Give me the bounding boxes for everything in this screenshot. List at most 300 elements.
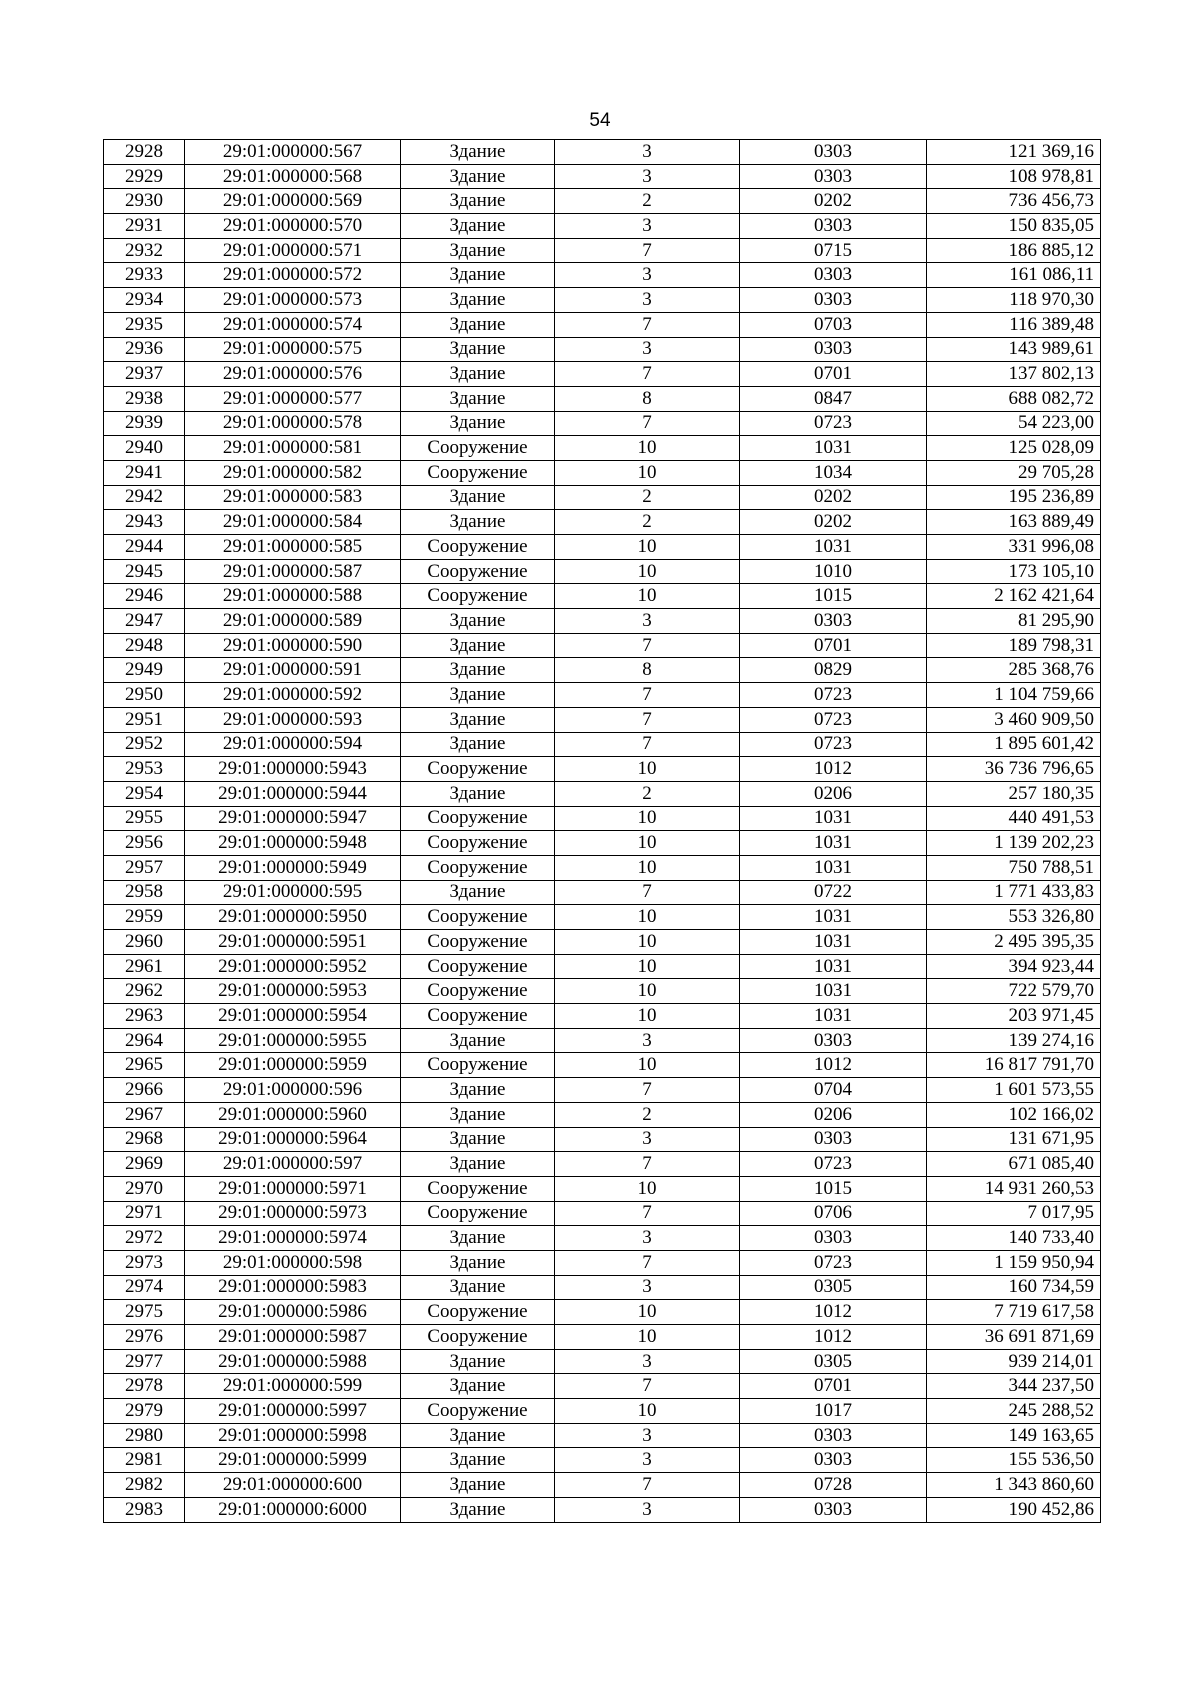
cadastral-number-cell: 29:01:000000:595 [185, 880, 401, 905]
table-row [104, 1399, 1101, 1424]
row-number-cell: 2968 [104, 1127, 185, 1152]
cadastral-number-cell: 29:01:000000:5954 [185, 1004, 401, 1029]
object-type-cell: Здание [401, 386, 555, 411]
table-row [104, 312, 1101, 337]
cadastral-value-cell: 186 885,12 [927, 238, 1101, 263]
group-cell: 10 [555, 436, 740, 461]
subgroup-code-cell: 0303 [740, 1226, 927, 1251]
object-type-cell: Здание [401, 658, 555, 683]
object-type-cell: Здание [401, 189, 555, 214]
subgroup-code-cell: 0704 [740, 1078, 927, 1103]
object-type-cell: Здание [401, 1374, 555, 1399]
subgroup-code-cell: 0202 [740, 189, 927, 214]
table-row [104, 1004, 1101, 1029]
object-type-cell: Сооружение [401, 1399, 555, 1424]
subgroup-code-cell: 1031 [740, 954, 927, 979]
subgroup-code-cell: 0303 [740, 1028, 927, 1053]
row-number-cell: 2963 [104, 1004, 185, 1029]
cadastral-value-cell: 108 978,81 [927, 164, 1101, 189]
table-row [104, 930, 1101, 955]
cadastral-number-cell: 29:01:000000:577 [185, 386, 401, 411]
object-type-cell: Сооружение [401, 757, 555, 782]
cadastral-number-cell: 29:01:000000:5949 [185, 855, 401, 880]
table-row [104, 362, 1101, 387]
group-cell: 10 [555, 954, 740, 979]
table-row [104, 460, 1101, 485]
object-type-cell: Сооружение [401, 1176, 555, 1201]
object-type-cell: Сооружение [401, 535, 555, 560]
subgroup-code-cell: 0701 [740, 633, 927, 658]
row-number-cell: 2945 [104, 559, 185, 584]
group-cell: 7 [555, 1078, 740, 1103]
object-type-cell: Здание [401, 633, 555, 658]
group-cell: 7 [555, 732, 740, 757]
subgroup-code-cell: 0303 [740, 1127, 927, 1152]
cadastral-value-cell: 1 159 950,94 [927, 1250, 1101, 1275]
cadastral-value-cell: 155 536,50 [927, 1448, 1101, 1473]
subgroup-code-cell: 0723 [740, 732, 927, 757]
cadastral-number-cell: 29:01:000000:5998 [185, 1423, 401, 1448]
object-type-cell: Здание [401, 732, 555, 757]
cadastral-value-cell: 125 028,09 [927, 436, 1101, 461]
object-type-cell: Здание [401, 1448, 555, 1473]
cadastral-value-cell: 160 734,59 [927, 1275, 1101, 1300]
cadastral-value-cell: 394 923,44 [927, 954, 1101, 979]
cadastral-number-cell: 29:01:000000:5983 [185, 1275, 401, 1300]
table-row [104, 781, 1101, 806]
row-number-cell: 2949 [104, 658, 185, 683]
group-cell: 3 [555, 263, 740, 288]
cadastral-number-cell: 29:01:000000:589 [185, 609, 401, 634]
table-row [104, 1176, 1101, 1201]
table-row [104, 214, 1101, 239]
cadastral-number-cell: 29:01:000000:5986 [185, 1300, 401, 1325]
table-row [104, 535, 1101, 560]
cadastral-value-cell: 195 236,89 [927, 485, 1101, 510]
cadastral-value-cell: 1 343 860,60 [927, 1473, 1101, 1498]
cadastral-number-cell: 29:01:000000:5951 [185, 930, 401, 955]
cadastral-value-cell: 245 288,52 [927, 1399, 1101, 1424]
row-number-cell: 2972 [104, 1226, 185, 1251]
group-cell: 3 [555, 1349, 740, 1374]
group-cell: 3 [555, 609, 740, 634]
table-row [104, 1374, 1101, 1399]
subgroup-code-cell: 1012 [740, 757, 927, 782]
row-number-cell: 2982 [104, 1473, 185, 1498]
group-cell: 10 [555, 1399, 740, 1424]
group-cell: 7 [555, 1374, 740, 1399]
cadastral-value-cell: 29 705,28 [927, 460, 1101, 485]
cadastral-number-cell: 29:01:000000:585 [185, 535, 401, 560]
subgroup-code-cell: 0303 [740, 164, 927, 189]
subgroup-code-cell: 1031 [740, 905, 927, 930]
object-type-cell: Здание [401, 337, 555, 362]
subgroup-code-cell: 0715 [740, 238, 927, 263]
object-type-cell: Сооружение [401, 855, 555, 880]
subgroup-code-cell: 0303 [740, 288, 927, 313]
cadastral-value-cell: 939 214,01 [927, 1349, 1101, 1374]
table-row [104, 485, 1101, 510]
row-number-cell: 2969 [104, 1152, 185, 1177]
table-row [104, 1127, 1101, 1152]
group-cell: 10 [555, 757, 740, 782]
table-row [104, 189, 1101, 214]
cadastral-value-cell: 143 989,61 [927, 337, 1101, 362]
group-cell: 7 [555, 362, 740, 387]
table-row [104, 1250, 1101, 1275]
group-cell: 10 [555, 559, 740, 584]
cadastral-value-cell: 139 274,16 [927, 1028, 1101, 1053]
table-row [104, 609, 1101, 634]
group-cell: 3 [555, 337, 740, 362]
group-cell: 7 [555, 411, 740, 436]
table-row [104, 1275, 1101, 1300]
cadastral-number-cell: 29:01:000000:5955 [185, 1028, 401, 1053]
subgroup-code-cell: 0722 [740, 880, 927, 905]
subgroup-code-cell: 1031 [740, 535, 927, 560]
subgroup-code-cell: 1010 [740, 559, 927, 584]
group-cell: 10 [555, 584, 740, 609]
group-cell: 3 [555, 1497, 740, 1522]
table-row [104, 1078, 1101, 1103]
group-cell: 8 [555, 386, 740, 411]
group-cell: 7 [555, 633, 740, 658]
group-cell: 10 [555, 831, 740, 856]
row-number-cell: 2939 [104, 411, 185, 436]
table-body [104, 140, 1101, 1523]
cadastral-number-cell: 29:01:000000:590 [185, 633, 401, 658]
row-number-cell: 2946 [104, 584, 185, 609]
object-type-cell: Здание [401, 312, 555, 337]
cadastral-value-cell: 81 295,90 [927, 609, 1101, 634]
row-number-cell: 2960 [104, 930, 185, 955]
table-row [104, 411, 1101, 436]
table-row [104, 1448, 1101, 1473]
cadastral-number-cell: 29:01:000000:5988 [185, 1349, 401, 1374]
object-type-cell: Здание [401, 238, 555, 263]
cadastral-value-cell: 344 237,50 [927, 1374, 1101, 1399]
group-cell: 7 [555, 1201, 740, 1226]
row-number-cell: 2974 [104, 1275, 185, 1300]
cadastral-value-cell: 3 460 909,50 [927, 707, 1101, 732]
subgroup-code-cell: 0723 [740, 683, 927, 708]
cadastral-number-cell: 29:01:000000:593 [185, 707, 401, 732]
object-type-cell: Здание [401, 1028, 555, 1053]
row-number-cell: 2962 [104, 979, 185, 1004]
cadastral-value-cell: 14 931 260,53 [927, 1176, 1101, 1201]
row-number-cell: 2970 [104, 1176, 185, 1201]
group-cell: 3 [555, 1226, 740, 1251]
group-cell: 10 [555, 460, 740, 485]
group-cell: 2 [555, 189, 740, 214]
cadastral-value-cell: 36 691 871,69 [927, 1325, 1101, 1350]
cadastral-value-cell: 2 162 421,64 [927, 584, 1101, 609]
object-type-cell: Здание [401, 1423, 555, 1448]
cadastral-number-cell: 29:01:000000:598 [185, 1250, 401, 1275]
table-row [104, 732, 1101, 757]
object-type-cell: Здание [401, 1078, 555, 1103]
table-row [104, 880, 1101, 905]
group-cell: 3 [555, 164, 740, 189]
subgroup-code-cell: 1015 [740, 1176, 927, 1201]
object-type-cell: Здание [401, 140, 555, 165]
cadastral-value-cell: 2 495 395,35 [927, 930, 1101, 955]
cadastral-value-cell: 750 788,51 [927, 855, 1101, 880]
cadastral-value-cell: 150 835,05 [927, 214, 1101, 239]
row-number-cell: 2980 [104, 1423, 185, 1448]
cadastral-number-cell: 29:01:000000:597 [185, 1152, 401, 1177]
subgroup-code-cell: 1031 [740, 1004, 927, 1029]
row-number-cell: 2950 [104, 683, 185, 708]
row-number-cell: 2928 [104, 140, 185, 165]
cadastral-number-cell: 29:01:000000:576 [185, 362, 401, 387]
table-row [104, 584, 1101, 609]
group-cell: 7 [555, 312, 740, 337]
subgroup-code-cell: 1031 [740, 930, 927, 955]
row-number-cell: 2961 [104, 954, 185, 979]
group-cell: 2 [555, 781, 740, 806]
cadastral-number-cell: 29:01:000000:572 [185, 263, 401, 288]
object-type-cell: Здание [401, 263, 555, 288]
subgroup-code-cell: 0723 [740, 707, 927, 732]
table-row [104, 436, 1101, 461]
table-row [104, 1473, 1101, 1498]
row-number-cell: 2933 [104, 263, 185, 288]
subgroup-code-cell: 0303 [740, 1423, 927, 1448]
cadastral-number-cell: 29:01:000000:570 [185, 214, 401, 239]
cadastral-value-cell: 203 971,45 [927, 1004, 1101, 1029]
row-number-cell: 2954 [104, 781, 185, 806]
table-row [104, 288, 1101, 313]
cadastral-value-cell: 440 491,53 [927, 806, 1101, 831]
row-number-cell: 2951 [104, 707, 185, 732]
row-number-cell: 2952 [104, 732, 185, 757]
group-cell: 3 [555, 1423, 740, 1448]
row-number-cell: 2938 [104, 386, 185, 411]
row-number-cell: 2955 [104, 806, 185, 831]
object-type-cell: Сооружение [401, 1004, 555, 1029]
cadastral-value-cell: 1 139 202,23 [927, 831, 1101, 856]
object-type-cell: Сооружение [401, 979, 555, 1004]
table-row [104, 1201, 1101, 1226]
cadastral-value-cell: 1 601 573,55 [927, 1078, 1101, 1103]
cadastral-number-cell: 29:01:000000:583 [185, 485, 401, 510]
cadastral-value-table [103, 139, 1101, 1523]
object-type-cell: Сооружение [401, 559, 555, 584]
row-number-cell: 2957 [104, 855, 185, 880]
object-type-cell: Здание [401, 1102, 555, 1127]
subgroup-code-cell: 0206 [740, 781, 927, 806]
cadastral-number-cell: 29:01:000000:5943 [185, 757, 401, 782]
table-row [104, 263, 1101, 288]
cadastral-value-cell: 7 017,95 [927, 1201, 1101, 1226]
row-number-cell: 2959 [104, 905, 185, 930]
group-cell: 3 [555, 140, 740, 165]
group-cell: 10 [555, 855, 740, 880]
table-row [104, 954, 1101, 979]
cadastral-number-cell: 29:01:000000:571 [185, 238, 401, 263]
cadastral-value-cell: 7 719 617,58 [927, 1300, 1101, 1325]
row-number-cell: 2964 [104, 1028, 185, 1053]
object-type-cell: Здание [401, 1497, 555, 1522]
group-cell: 3 [555, 1028, 740, 1053]
object-type-cell: Здание [401, 164, 555, 189]
group-cell: 3 [555, 288, 740, 313]
table-row [104, 757, 1101, 782]
cadastral-value-cell: 173 105,10 [927, 559, 1101, 584]
cadastral-value-cell: 140 733,40 [927, 1226, 1101, 1251]
object-type-cell: Сооружение [401, 1053, 555, 1078]
subgroup-code-cell: 1031 [740, 831, 927, 856]
object-type-cell: Здание [401, 1152, 555, 1177]
subgroup-code-cell: 1012 [740, 1325, 927, 1350]
subgroup-code-cell: 1017 [740, 1399, 927, 1424]
group-cell: 10 [555, 1176, 740, 1201]
cadastral-number-cell: 29:01:000000:600 [185, 1473, 401, 1498]
subgroup-code-cell: 0303 [740, 609, 927, 634]
row-number-cell: 2930 [104, 189, 185, 214]
subgroup-code-cell: 1031 [740, 979, 927, 1004]
cadastral-value-cell: 116 389,48 [927, 312, 1101, 337]
object-type-cell: Здание [401, 1275, 555, 1300]
table-row [104, 806, 1101, 831]
cadastral-value-cell: 257 180,35 [927, 781, 1101, 806]
group-cell: 7 [555, 1473, 740, 1498]
table-row [104, 1028, 1101, 1053]
subgroup-code-cell: 1031 [740, 806, 927, 831]
subgroup-code-cell: 0703 [740, 312, 927, 337]
subgroup-code-cell: 1031 [740, 436, 927, 461]
cadastral-value-cell: 671 085,40 [927, 1152, 1101, 1177]
cadastral-number-cell: 29:01:000000:587 [185, 559, 401, 584]
group-cell: 3 [555, 1275, 740, 1300]
row-number-cell: 2976 [104, 1325, 185, 1350]
subgroup-code-cell: 1031 [740, 855, 927, 880]
object-type-cell: Здание [401, 1127, 555, 1152]
object-type-cell: Здание [401, 880, 555, 905]
cadastral-number-cell: 29:01:000000:582 [185, 460, 401, 485]
table-row [104, 1423, 1101, 1448]
subgroup-code-cell: 0202 [740, 485, 927, 510]
row-number-cell: 2983 [104, 1497, 185, 1522]
group-cell: 2 [555, 1102, 740, 1127]
cadastral-number-cell: 29:01:000000:6000 [185, 1497, 401, 1522]
cadastral-number-cell: 29:01:000000:5947 [185, 806, 401, 831]
table-row [104, 1226, 1101, 1251]
cadastral-value-cell: 131 671,95 [927, 1127, 1101, 1152]
cadastral-value-cell: 189 798,31 [927, 633, 1101, 658]
cadastral-number-cell: 29:01:000000:584 [185, 510, 401, 535]
cadastral-value-cell: 285 368,76 [927, 658, 1101, 683]
row-number-cell: 2935 [104, 312, 185, 337]
cadastral-number-cell: 29:01:000000:574 [185, 312, 401, 337]
table-row [104, 1300, 1101, 1325]
table-row [104, 1102, 1101, 1127]
cadastral-number-cell: 29:01:000000:5950 [185, 905, 401, 930]
table-row [104, 164, 1101, 189]
object-type-cell: Сооружение [401, 1300, 555, 1325]
table-row [104, 905, 1101, 930]
object-type-cell: Сооружение [401, 436, 555, 461]
row-number-cell: 2973 [104, 1250, 185, 1275]
cadastral-number-cell: 29:01:000000:575 [185, 337, 401, 362]
group-cell: 8 [555, 658, 740, 683]
group-cell: 3 [555, 1127, 740, 1152]
cadastral-number-cell: 29:01:000000:578 [185, 411, 401, 436]
table-row [104, 1349, 1101, 1374]
table-row [104, 658, 1101, 683]
table-row [104, 140, 1101, 165]
cadastral-number-cell: 29:01:000000:5973 [185, 1201, 401, 1226]
row-number-cell: 2956 [104, 831, 185, 856]
group-cell: 10 [555, 930, 740, 955]
subgroup-code-cell: 0303 [740, 140, 927, 165]
table-row [104, 707, 1101, 732]
group-cell: 10 [555, 535, 740, 560]
cadastral-number-cell: 29:01:000000:594 [185, 732, 401, 757]
row-number-cell: 2977 [104, 1349, 185, 1374]
row-number-cell: 2979 [104, 1399, 185, 1424]
cadastral-value-cell: 102 166,02 [927, 1102, 1101, 1127]
cadastral-value-cell: 1 771 433,83 [927, 880, 1101, 905]
object-type-cell: Сооружение [401, 1201, 555, 1226]
table-row [104, 633, 1101, 658]
subgroup-code-cell: 0303 [740, 214, 927, 239]
object-type-cell: Здание [401, 1349, 555, 1374]
group-cell: 7 [555, 707, 740, 732]
object-type-cell: Здание [401, 485, 555, 510]
object-type-cell: Сооружение [401, 1325, 555, 1350]
group-cell: 3 [555, 214, 740, 239]
group-cell: 7 [555, 1152, 740, 1177]
object-type-cell: Здание [401, 609, 555, 634]
group-cell: 7 [555, 683, 740, 708]
object-type-cell: Сооружение [401, 806, 555, 831]
cadastral-value-cell: 137 802,13 [927, 362, 1101, 387]
object-type-cell: Здание [401, 288, 555, 313]
cadastral-number-cell: 29:01:000000:5952 [185, 954, 401, 979]
subgroup-code-cell: 0706 [740, 1201, 927, 1226]
row-number-cell: 2929 [104, 164, 185, 189]
group-cell: 10 [555, 806, 740, 831]
row-number-cell: 2965 [104, 1053, 185, 1078]
cadastral-value-cell: 331 996,08 [927, 535, 1101, 560]
table-row [104, 337, 1101, 362]
cadastral-value-cell: 722 579,70 [927, 979, 1101, 1004]
cadastral-number-cell: 29:01:000000:592 [185, 683, 401, 708]
group-cell: 10 [555, 979, 740, 1004]
cadastral-value-cell: 190 452,86 [927, 1497, 1101, 1522]
cadastral-number-cell: 29:01:000000:573 [185, 288, 401, 313]
row-number-cell: 2948 [104, 633, 185, 658]
cadastral-number-cell: 29:01:000000:5987 [185, 1325, 401, 1350]
cadastral-value-cell: 36 736 796,65 [927, 757, 1101, 782]
row-number-cell: 2958 [104, 880, 185, 905]
cadastral-number-cell: 29:01:000000:567 [185, 140, 401, 165]
table-row [104, 855, 1101, 880]
table-row [104, 1497, 1101, 1522]
group-cell: 3 [555, 1448, 740, 1473]
cadastral-number-cell: 29:01:000000:5971 [185, 1176, 401, 1201]
object-type-cell: Здание [401, 411, 555, 436]
object-type-cell: Здание [401, 1250, 555, 1275]
cadastral-number-cell: 29:01:000000:5999 [185, 1448, 401, 1473]
row-number-cell: 2975 [104, 1300, 185, 1325]
row-number-cell: 2943 [104, 510, 185, 535]
table-row [104, 979, 1101, 1004]
row-number-cell: 2947 [104, 609, 185, 634]
object-type-cell: Здание [401, 683, 555, 708]
